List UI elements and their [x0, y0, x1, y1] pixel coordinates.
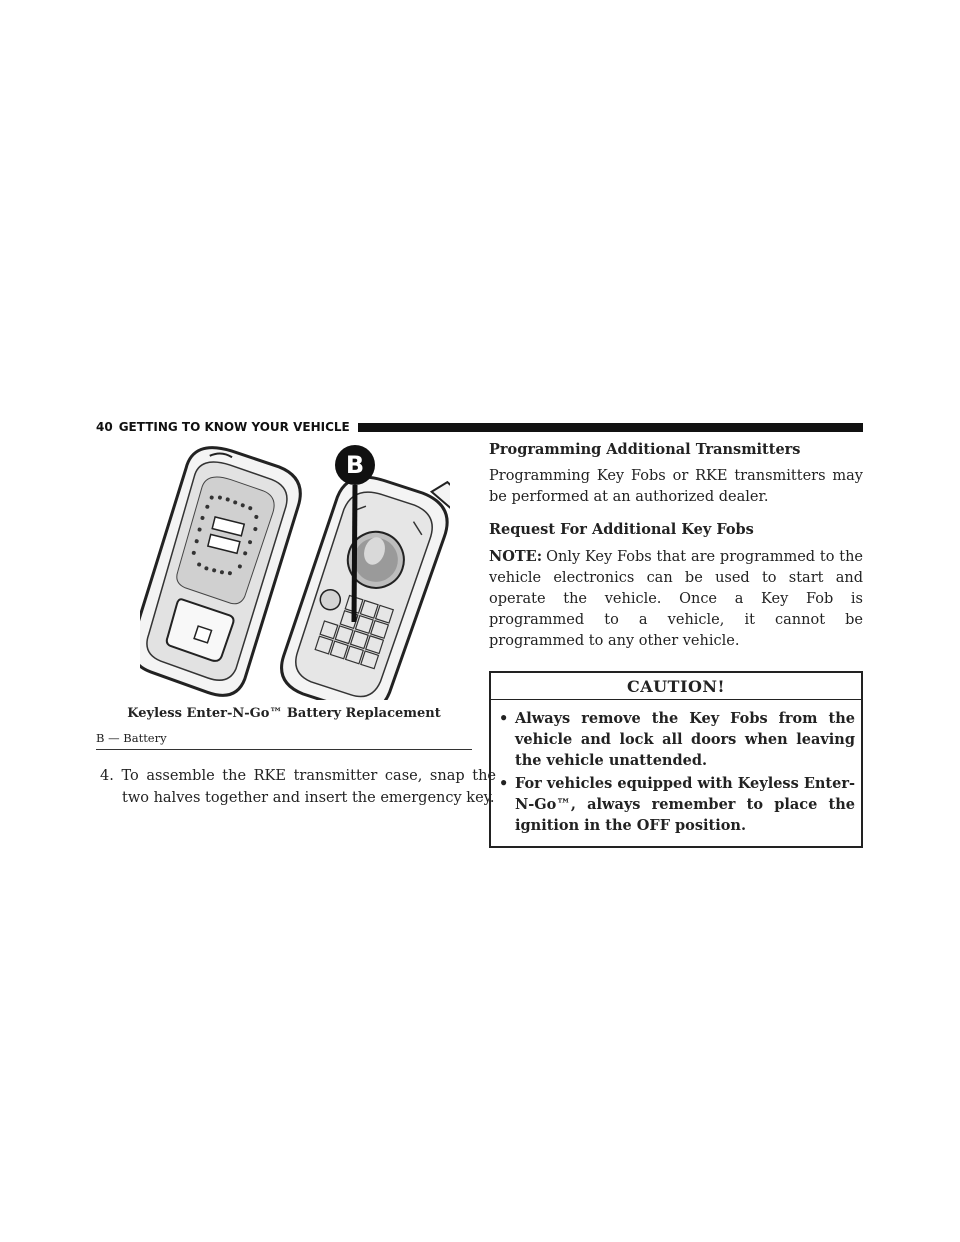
- page-header: [96, 420, 863, 434]
- caution-item: [495, 773, 855, 836]
- key-fob-illustration: [140, 440, 450, 700]
- header-rule: [358, 423, 863, 432]
- caution-item-text: For vehicles equipped with Keyless Enter-N-Go™, always remember to place the ignition in the OFF position.: [515, 775, 855, 834]
- note-paragraph: [489, 546, 863, 652]
- heading-request-key-fobs: Request For Additional Key Fobs: [489, 521, 754, 538]
- caution-item: [495, 708, 855, 771]
- bullet-icon: •: [499, 710, 509, 727]
- caution-item-text: Always remove the Key Fobs from the vehicle and lock all doors when leaving the vehicle unattended.: [515, 710, 855, 769]
- callout-leader-line: [354, 485, 355, 622]
- figure-caption: Keyless Enter-N-Go™ Battery Replacement: [127, 706, 441, 721]
- figure-legend: B — Battery: [96, 731, 472, 750]
- programming-paragraph: Programming Key Fobs or RKE transmitters may be performed at an authorized dealer.: [489, 468, 863, 505]
- page-number: 40: [96, 420, 113, 434]
- note-label: NOTE:: [489, 548, 543, 565]
- heading-programming-transmitters: Programming Additional Transmitters: [489, 441, 801, 458]
- callout-letter: B: [345, 451, 365, 479]
- bullet-icon: •: [499, 775, 509, 792]
- caution-box: [489, 671, 863, 848]
- right-column: [489, 441, 863, 848]
- caution-title: CAUTION!: [491, 673, 861, 700]
- assembly-step: 4. To assemble the RKE transmitter case, snap the two halves together and insert the emergency key.: [100, 768, 496, 806]
- section-title: GETTING TO KNOW YOUR VEHICLE: [118, 420, 350, 434]
- caution-list: [491, 700, 861, 846]
- note-text: Only Key Fobs that are programmed to the vehicle electronics can be used to start and operate the vehicle. Once a Key Fob is programmed to a vehicle, it cannot be programmed to any other vehicle.: [489, 549, 863, 649]
